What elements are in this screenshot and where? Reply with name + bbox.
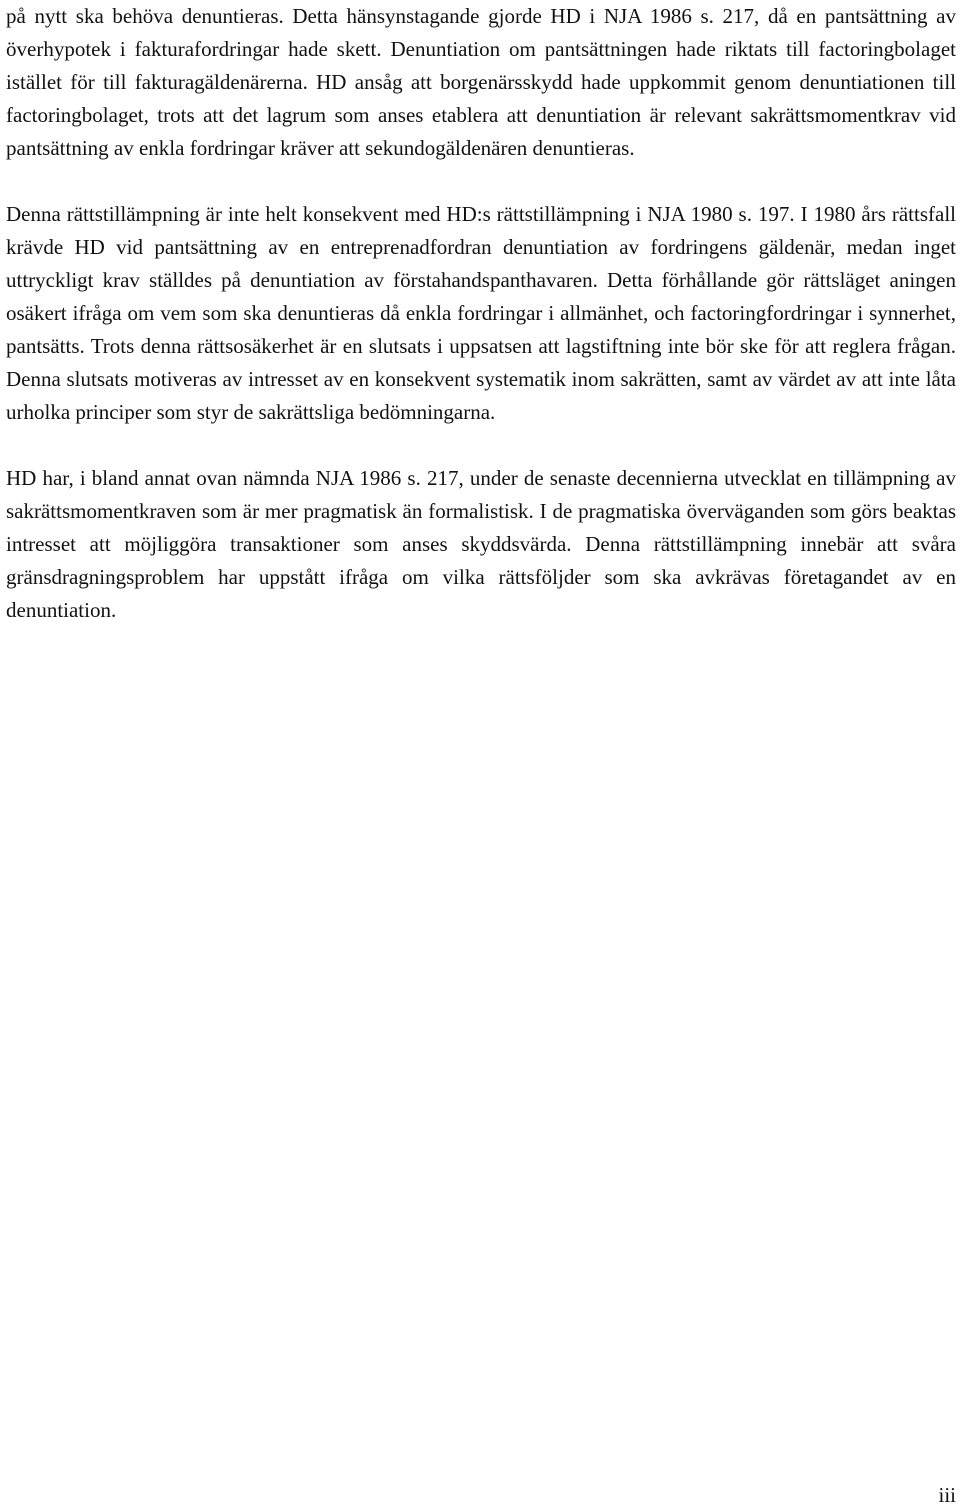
paragraph-pragmatic-application: HD har, i bland annat ovan nämnda NJA 1986 s. 217, under de senaste decennierna utvecklat en tillämpning av sakrättsmomentkraven som är mer pragmatisk än formalistisk. I de pragmatiska överväganden som görs beaktas intresset att möjliggöra transaktioner som anses skyddsvärda. Denna rättstillämpning innebär att svåra gränsdragningsproblem har uppstått ifråga om vilka rättsföljder som ska avkrävas företagandet av en denuntiation.: [6, 466, 956, 622]
paragraph-case-law-consistency: Denna rättstillämpning är inte helt konsekvent med HD:s rättstillämpning i NJA 1980 s. 197. I 1980 års rättsfall krävde HD vid pantsättning av en entreprenadfordran denuntiation av fordringens gäldenär, medan inget uttryckligt krav ställdes på denuntiation av förstahandspanthavaren. Detta förhållande gör rättsläget aningen osäkert ifråga om vem som ska denuntieras då enkla fordringar i allmänhet, och factoringfordringar i synnerhet, pantsätts. Trots denna rättsosäkerhet är en slutsats i uppsatsen att lagstiftning inte bör ske för att reglera frågan. Denna slutsats motiveras av intresset av en konsekvent systematik inom sakrätten, samt av värdet av att inte låta urholka principer som styr de sakrättsliga bedömningarna.: [6, 202, 956, 424]
paragraph-pledge-denuntiation: på nytt ska behöva denuntieras. Detta hänsynstagande gjorde HD i NJA 1986 s. 217, då en pantsättning av överhypotek i fakturafordringar hade skett. Denuntiation om pantsättningen hade riktats till factoringbolaget istället för till fakturagäldenärerna. HD ansåg att borgenärsskydd hade uppkommit genom denuntiationen till factoringbolaget, trots att det lagrum som anses etablera att denuntiation är relevant sakrättsmomentkrav vid pantsättning av enkla fordringar kräver att sekundogäldenären denuntieras.: [6, 4, 956, 160]
document-page: [6, 0, 956, 660]
page-number: iii: [938, 1483, 956, 1507]
